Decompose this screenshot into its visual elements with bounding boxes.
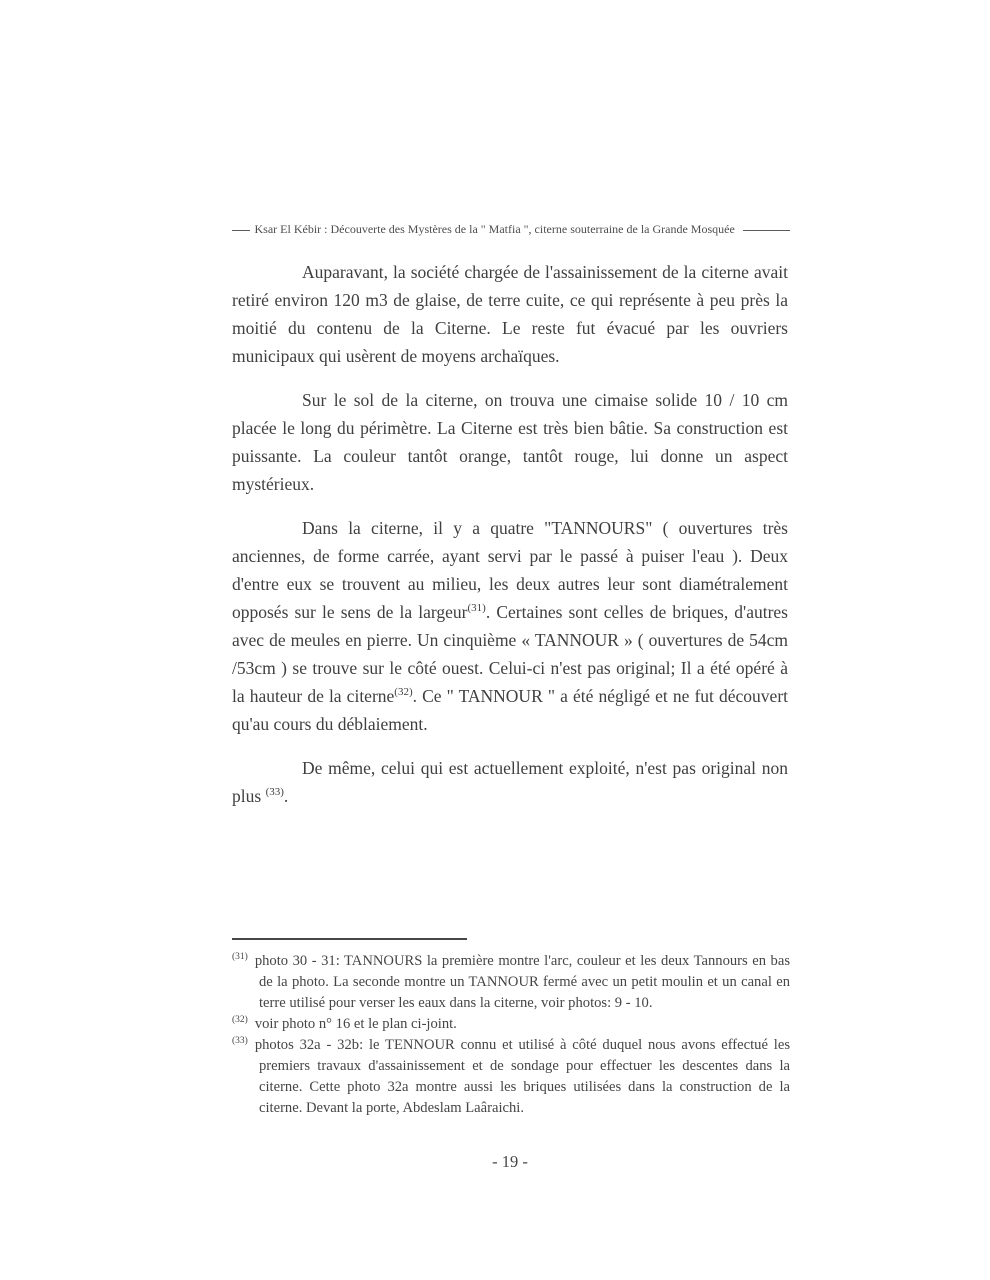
running-header [232, 222, 790, 237]
footnote-marker-33: (33) [232, 1036, 248, 1047]
footnotes-section [232, 951, 790, 1119]
footnote-ref-33: (33) [265, 786, 284, 799]
footnote-text-32: voir photo n° 16 et le plan ci-joint. [254, 1016, 457, 1032]
footnote-31 [232, 951, 790, 1014]
paragraph-text: . Ce " TANNOUR " a été négligé et ne fut découvert qu'au cours du déblaiement. [232, 686, 789, 734]
paragraph-3 [232, 514, 788, 738]
paragraph-2 [232, 386, 788, 498]
footnote-separator-rule [232, 938, 467, 940]
paragraph-text: . [283, 786, 289, 806]
footnote-text-33: photos 32a - 32b: le TENNOUR connu et utilisé à côté duquel nous avons effectué les premiers travaux d'assainissement et de sondage pour effectuer les descentes dans la citerne. Cette photo 32a montre aussi les briques utilisées dans la construction de la citerne. Devant la porte, Abdeslam Laâraichi. [254, 1037, 790, 1116]
footnote-ref-31: (31) [467, 602, 486, 615]
paragraph-text: Auparavant, la société chargée de l'assainissement de la citerne avait retiré environ 120 m3 de glaise, de terre cuite, ce qui représente à peu près la moitié du contenu de la Citerne. Le reste fut évacué par les ouvriers municipaux qui usèrent de moyens archaïques. [232, 262, 788, 366]
header-rule-right [743, 230, 790, 231]
footnote-ref-32: (32) [394, 686, 413, 699]
page-number: - 19 - [492, 1152, 528, 1171]
footnote-text-31: photo 30 - 31: TANNOURS la première montre l'arc, couleur et les deux Tannours en bas de la photo. La seconde montre un TANNOUR fermé avec un petit moulin et un canal en terre utilisé pour verser les eaux dans la citerne, voir photos: 9 - 10. [254, 953, 790, 1011]
paragraph-text: De même, celui qui est actuellement exploité, n'est pas original non plus [232, 758, 788, 806]
header-title: Ksar El Kébir : Découverte des Mystères de la " Matfia ", citerne souterraine de la Grande Mosquée [254, 222, 735, 236]
paragraph-text: Dans la citerne, il y a quatre "TANNOURS" ( ouvertures très anciennes, de forme carrée, ayant servi par le passé à puiser l'eau ). Deux d'entre eux se trouvent au milieu, les deux autres leur sont diamétralement opposés sur le sens de la largeur [232, 518, 788, 622]
body-text [232, 258, 788, 826]
paragraph-text: Sur le sol de la citerne, on trouva une cimaise solide 10 / 10 cm placée le long du périmètre. La Citerne est très bien bâtie. Sa construction est puissante. La couleur tantôt orange, tantôt rouge, lui donne un aspect mystérieux. [232, 390, 788, 494]
paragraph-4 [232, 754, 788, 810]
footnote-33 [232, 1035, 790, 1119]
paragraph-text: . Certaines sont celles de briques, d'autres avec de meules en pierre. Un cinquième « TANNOUR » ( ouvertures de 54cm /53cm ) se trouve sur le côté ouest. Celui-ci n'est pas original; Il a été opéré à la hauteur de la citerne [232, 602, 788, 706]
header-rule-left [232, 230, 250, 231]
footnote-32 [232, 1014, 790, 1035]
footnote-marker-31: (31) [232, 952, 248, 963]
footnote-marker-32: (32) [232, 1015, 248, 1026]
paragraph-1 [232, 258, 788, 370]
